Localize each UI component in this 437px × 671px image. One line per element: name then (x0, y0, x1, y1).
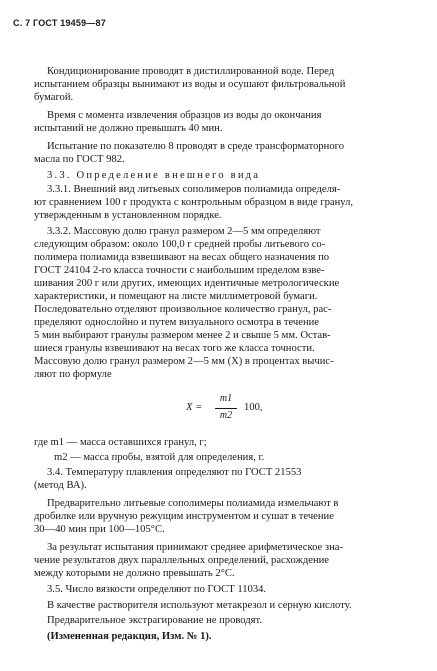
formula-lhs: X = (186, 402, 203, 413)
text-line: утвержденным в установленном порядке. (34, 210, 222, 221)
formula-denominator: m2 (219, 410, 233, 421)
text-line: между которыми не должно превышать 2°С. (34, 568, 235, 579)
text-line: Время с момента извлечения образцов из воды до окончания (47, 110, 322, 121)
text-line: Предварительное экстрагирование не проводят. (47, 615, 263, 626)
section-heading: 3.3. Определение внешнего вида (47, 170, 261, 181)
text-line: Последовательно отделяют произвольное количество гранул, рас- (34, 304, 332, 315)
text-line: шивания 200 г или других, имеющих идентичные метрологические (34, 278, 340, 289)
text-line: (метод ВА). (34, 480, 87, 491)
text-line: чение результатов двух параллельных определений, расхождение (34, 555, 329, 566)
text-line: испытанием образцы вынимают из воды и осушают фильтровальной (34, 79, 346, 90)
formula-numerator: m1 (219, 393, 233, 404)
text-line: бумагой. (34, 92, 74, 103)
text-line: В качестве растворителя используют метакрезол и серную кислоту. (47, 600, 352, 611)
text-line: 30—40 мин при 100—105°С. (34, 524, 165, 535)
text-line: m2 — масса пробы, взятой для определения, г. (54, 452, 265, 463)
text-line: пределяют однослойно и путем визуального осмотра в течение (34, 317, 319, 328)
text-line: дробилке или вручную режущим инструментом и сушат в течение (34, 511, 334, 522)
text-line: 3.4. Температуру плавления определяют по ГОСТ 21553 (47, 467, 302, 478)
formula (186, 393, 263, 421)
text-line: где m1 — масса оставшихся гранул, г; (34, 437, 207, 448)
text-line: Испытание по показателю 8 проводят в среде трансформаторного (47, 141, 345, 152)
amendment-note: (Измененная редакция, Изм. № 1). (47, 631, 212, 642)
text-line: Массовую долю гранул размером 2—5 мм (X) в процентах вычис- (34, 356, 334, 367)
text-line: 3.3.1. Внешний вид литьевых сополимеров полиамида определя- (47, 184, 341, 195)
text-line: следующим образом: около 100,0 г средней пробы литьевого со- (34, 239, 326, 250)
text-line: шиеся гранулы взвешивают на весах того же класса точности. (34, 343, 315, 354)
formula-rhs: 100, (244, 402, 263, 413)
text-line: масла по ГОСТ 982. (34, 154, 125, 165)
page-header: С. 7 ГОСТ 19459—87 (13, 18, 106, 28)
text-line: Предварительно литьевые сополимеры полиамида измельчают в (47, 498, 339, 509)
fraction-bar (215, 408, 237, 409)
text-line: полимера полиамида взвешивают на весах общего назначения по (34, 252, 330, 263)
text-line: ГОСТ 24104 2-го класса точности с наибольшим пределом взве- (34, 265, 325, 276)
text-line: 3.5. Число вязкости определяют по ГОСТ 11034. (47, 584, 267, 595)
text-line: характеристики, и помещают на листе миллиметровой бумаги. (34, 291, 318, 302)
text-line: ляют по формуле (34, 369, 112, 380)
text-line: Кондиционирование проводят в дистиллированной воде. Перед (47, 66, 335, 77)
text-line: испытаний не должно превышать 40 мин. (34, 123, 223, 134)
text-line: ют сравнением 100 г продукта с контрольным образцом в виде гранул, (34, 197, 354, 208)
text-line: 5 мин выбирают гранулы размером менее 2 и свыше 5 мм. Остав- (34, 330, 331, 341)
text-line: 3.3.2. Массовую долю гранул размером 2—5 мм определяют (47, 226, 321, 237)
text-line: За результат испытания принимают среднее арифметическое зна- (47, 542, 343, 553)
